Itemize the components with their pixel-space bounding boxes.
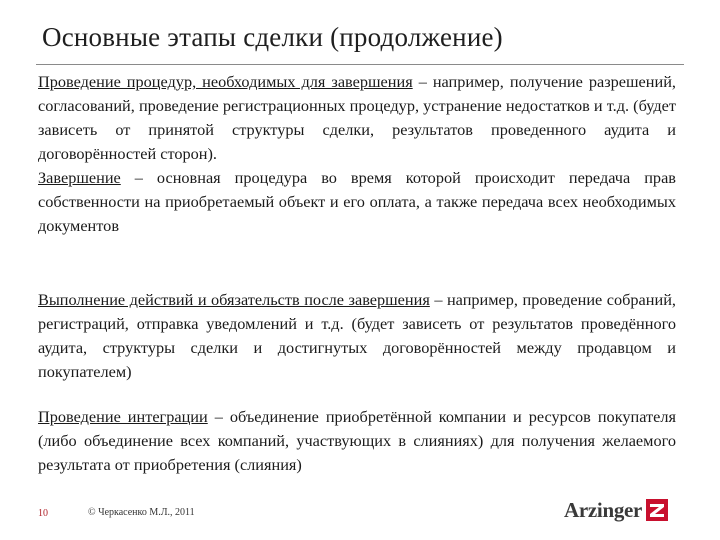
procedures-heading: Проведение процедур, необходимых для завершения (38, 72, 413, 91)
post-completion-heading: Выполнение действий и обязательств после завершения (38, 290, 430, 309)
integration-heading: Проведение интеграции (38, 407, 208, 426)
paragraph-procedures (38, 70, 676, 238)
arzinger-logo (564, 497, 668, 523)
title-divider (36, 64, 684, 65)
copyright-text: © Черкасенко М.Л., 2011 (88, 507, 195, 518)
post-completion-text: – например, проведение собраний, регистраций, отправка уведомлений и т.д. (будет зависеть от результатов проведённого аудита, структуры сделки и достигнутых договорённостей между продавцом и покупателем) (38, 290, 676, 381)
page-number: 10 (38, 508, 48, 519)
completion-heading: Завершение (38, 168, 121, 187)
logo-wordmark: Arzinger (564, 497, 643, 522)
procedures-text: – например, получение разрешений, согласований, проведение регистрационных процедур, устранение недостатков и т.д. (будет зависеть от принятой структуры сделки, результатов проведенного аудита и договорённостей сторон). (38, 72, 676, 163)
completion-text: – основная процедура во время которой происходит передача прав собственности на приобретаемый объект и его оплата, а также передача всех необходимых документов (38, 168, 676, 235)
arzinger-mark-icon (646, 499, 668, 521)
paragraph-post-completion (38, 288, 676, 384)
integration-text: – объединение приобретённой компании и ресурсов покупателя (либо объединение всех компаний, участвующих в слияниях) для получения желаемого результата от приобретения (слияния) (38, 407, 676, 474)
slide-title: Основные этапы сделки (продолжение) (42, 22, 503, 52)
paragraph-integration (38, 405, 676, 477)
